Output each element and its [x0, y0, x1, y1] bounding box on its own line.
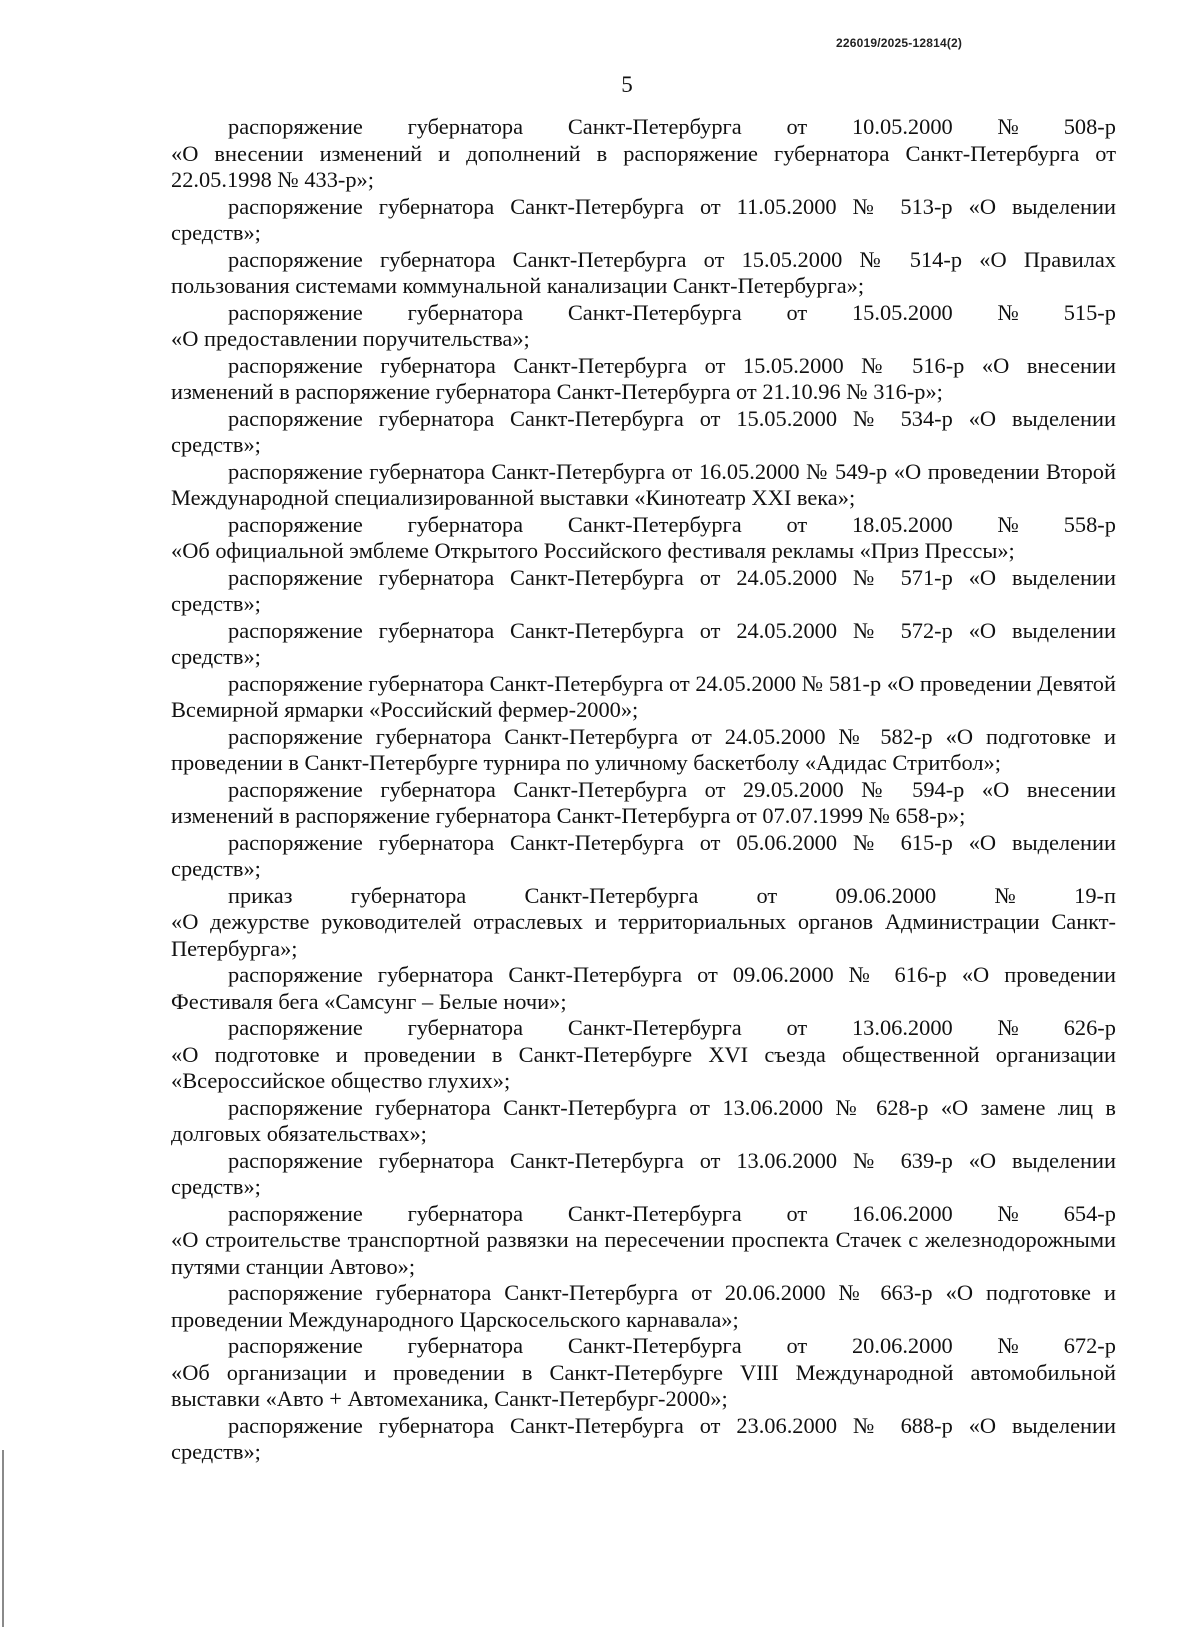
- list-item: распоряжение губернатора Санкт-Петербурга от 05.06.2000 № 615-р «О выделении средств»;: [171, 829, 1116, 881]
- entry-word: 10.05.2000: [851, 114, 953, 139]
- entry-word: 15.05.2000: [851, 299, 953, 325]
- entry-word: распоряжение: [228, 1200, 363, 1226]
- entry-word: 515-р: [1063, 299, 1116, 325]
- entry-first-line: [228, 1201, 1116, 1228]
- list-item: [171, 1015, 1116, 1095]
- list-item: [171, 114, 1116, 194]
- list-item: распоряжение губернатора Санкт-Петербурга от 16.05.2000 № 549-р «О проведении Второй Международной специализированной выставки «Кинотеатр XXI века»;: [171, 458, 1116, 510]
- entry-word: №: [997, 114, 1019, 139]
- list-item: распоряжение губернатора Санкт-Петербурга от 24.05.2000 № 571-р «О выделении средств»;: [171, 564, 1116, 616]
- document-id: 226019/2025-12814(2): [836, 36, 963, 50]
- entry-word: 09.06.2000: [835, 882, 937, 908]
- entry-word: №: [997, 299, 1019, 325]
- document-body: [171, 114, 1116, 1466]
- entry-word: распоряжение: [228, 1015, 363, 1040]
- list-item: распоряжение губернатора Санкт-Петербурга от 15.05.2000 № 516-р «О внесении изменений в распоряжение губернатора Санкт-Петербурга от 21.10.96 № 316-р»;: [171, 352, 1116, 404]
- entry-first-line: [228, 114, 1116, 141]
- list-item: распоряжение губернатора Санкт-Петербурга от 13.06.2000 № 639-р «О выделении средств»;: [171, 1147, 1116, 1199]
- entry-word: губернатора: [407, 511, 524, 537]
- entry-word: Санкт-Петербурга: [567, 1200, 742, 1226]
- entry-word: Санкт-Петербурга: [567, 299, 742, 325]
- entry-word: губернатора: [350, 882, 467, 908]
- entry-word: №: [997, 1333, 1019, 1358]
- entry-continuation: «О предоставлении поручительства»;: [171, 326, 530, 351]
- entry-word: №: [997, 511, 1019, 537]
- entry-word: 654-р: [1063, 1200, 1116, 1226]
- scan-edge-mark: [2, 1450, 4, 1627]
- entry-word: от: [786, 1333, 808, 1358]
- entry-word: распоряжение: [228, 299, 363, 325]
- entry-word: Санкт-Петербурга: [567, 1015, 742, 1040]
- entry-word: Санкт-Петербурга: [567, 1333, 742, 1358]
- entry-word: губернатора: [407, 114, 524, 139]
- entry-word: 672-р: [1063, 1333, 1116, 1358]
- entry-word: №: [994, 882, 1016, 908]
- entry-word: Санкт-Петербурга: [567, 511, 742, 537]
- list-item: распоряжение губернатора Санкт-Петербурга от 13.06.2000 № 628-р «О замене лиц в долговых обязательствах»;: [171, 1094, 1116, 1146]
- entry-word: распоряжение: [228, 1333, 363, 1358]
- list-item: распоряжение губернатора Санкт-Петербурга от 09.06.2000 № 616-р «О проведении Фестиваля бега «Самсунг – Белые ночи»;: [171, 962, 1116, 1014]
- entry-word: №: [997, 1015, 1019, 1040]
- entry-word: 508-р: [1063, 114, 1116, 139]
- list-item: распоряжение губернатора Санкт-Петербурга от 29.05.2000 № 594-р «О внесении изменений в распоряжение губернатора Санкт-Петербурга от 07.07.1999 № 658-р»;: [171, 776, 1116, 828]
- entry-word: приказ: [228, 882, 293, 908]
- entry-first-line: [228, 300, 1116, 327]
- entry-word: 626-р: [1063, 1015, 1116, 1040]
- entry-word: от: [786, 1015, 808, 1040]
- entry-continuation: «О внесении изменений и дополнений в распоряжение губернатора Санкт-Петербурга от 22.05.1998 № 433-р»;: [171, 140, 1116, 192]
- entry-word: 19-п: [1074, 882, 1116, 908]
- list-item: распоряжение губернатора Санкт-Петербурга от 15.05.2000 № 534-р «О выделении средств»;: [171, 405, 1116, 457]
- entry-word: Санкт-Петербурга: [524, 882, 699, 908]
- list-item: [171, 883, 1116, 963]
- entry-word: от: [756, 882, 778, 908]
- list-item: распоряжение губернатора Санкт-Петербурга от 24.05.2000 № 572-р «О выделении средств»;: [171, 617, 1116, 669]
- list-item: [171, 512, 1116, 565]
- list-item: распоряжение губернатора Санкт-Петербурга от 23.06.2000 № 688-р «О выделении средств»;: [171, 1412, 1116, 1464]
- entry-word: распоряжение: [228, 511, 363, 537]
- entry-word: от: [786, 114, 808, 139]
- entry-first-line: [228, 512, 1116, 539]
- list-item: распоряжение губернатора Санкт-Петербурга от 24.05.2000 № 582-р «О подготовке и проведении в Санкт-Петербурге турнира по уличному баскетболу «Адидас Стритбол»;: [171, 723, 1116, 775]
- page-number: 5: [621, 72, 633, 97]
- entry-word: 18.05.2000: [851, 511, 953, 537]
- entry-word: 20.06.2000: [851, 1333, 953, 1358]
- entry-continuation: «О дежурстве руководителей отраслевых и территориальных органов Администрации Санкт-Петербурга»;: [171, 909, 1116, 961]
- list-item: [171, 300, 1116, 353]
- entry-word: от: [786, 1200, 808, 1226]
- entry-first-line: [228, 1015, 1116, 1042]
- entry-first-line: [228, 1333, 1116, 1360]
- entry-word: губернатора: [407, 1200, 524, 1226]
- list-item: [171, 1333, 1116, 1413]
- entry-word: губернатора: [407, 299, 524, 325]
- entry-word: распоряжение: [228, 114, 363, 139]
- entry-word: 13.06.2000: [851, 1015, 953, 1040]
- entry-first-line: [228, 883, 1116, 910]
- list-item: распоряжение губернатора Санкт-Петербурга от 15.05.2000 № 514-р «О Правилах пользования системами коммунальной канализации Санкт-Петербурга»;: [171, 246, 1116, 298]
- entry-continuation: «О строительстве транспортной развязки на пересечении проспекта Стачек с железнодорожными путями станции Автово»;: [171, 1227, 1116, 1279]
- entry-word: от: [786, 511, 808, 537]
- entry-continuation: «Об организации и проведении в Санкт-Петербурге VIII Международной автомобильной выставки «Авто + Автомеханика, Санкт-Петербург-2000»;: [171, 1359, 1116, 1411]
- entry-word: губернатора: [407, 1333, 524, 1358]
- entry-word: 558-р: [1063, 511, 1116, 537]
- entry-word: №: [997, 1200, 1019, 1226]
- list-item: [171, 1201, 1116, 1281]
- entry-word: 16.06.2000: [851, 1200, 953, 1226]
- entry-word: губернатора: [407, 1015, 524, 1040]
- list-item: распоряжение губернатора Санкт-Петербурга от 11.05.2000 № 513-р «О выделении средств»;: [171, 193, 1116, 245]
- list-item: распоряжение губернатора Санкт-Петербурга от 20.06.2000 № 663-р «О подготовке и проведении Международного Царскосельского карнавала»;: [171, 1280, 1116, 1332]
- entry-word: Санкт-Петербурга: [567, 114, 742, 139]
- entry-word: от: [786, 299, 808, 325]
- entry-continuation: «Об официальной эмблеме Открытого Российского фестиваля рекламы «Приз Прессы»;: [171, 538, 1015, 563]
- entry-continuation: «О подготовке и проведении в Санкт-Петербурге XVI съезда общественной организации «Всероссийское общество глухих»;: [171, 1041, 1116, 1093]
- list-item: распоряжение губернатора Санкт-Петербурга от 24.05.2000 № 581-р «О проведении Девятой Всемирной ярмарки «Российский фермер-2000»;: [171, 670, 1116, 722]
